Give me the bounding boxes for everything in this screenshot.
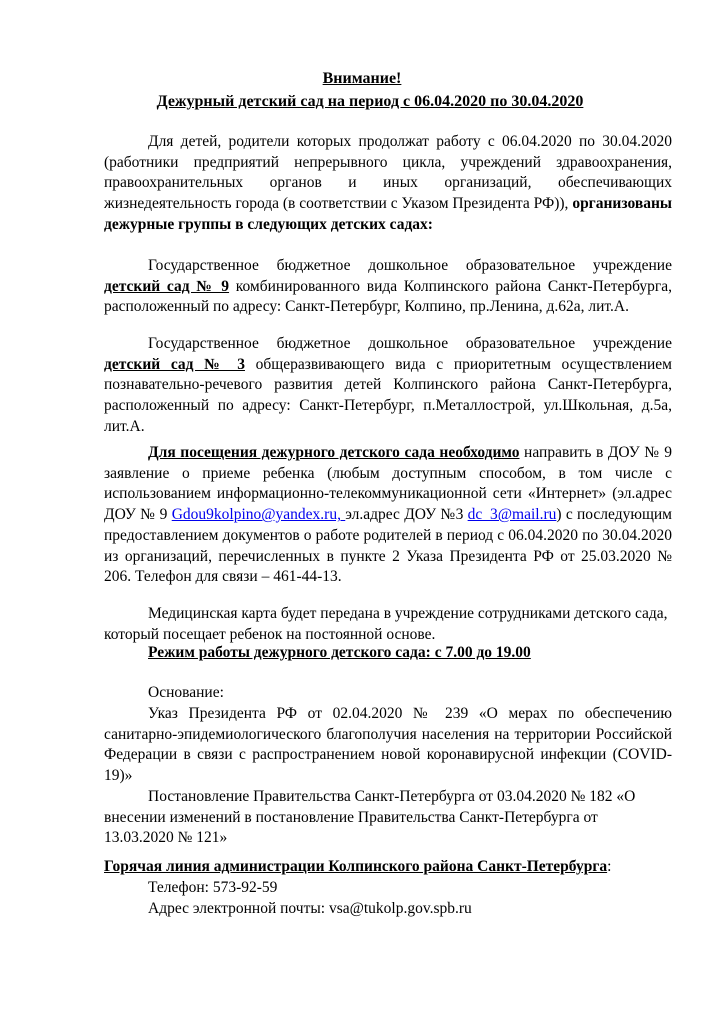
visit-paragraph — [104, 443, 672, 588]
kindergarten-9-name: детский сад № 9 — [104, 277, 230, 295]
visit-text-2: эл.адрес ДОУ №3 — [345, 506, 468, 524]
intro-bold-text: организованы дежурные группы в следующих детских садах: — [104, 195, 672, 233]
hotline-title: Горячая линия администрации Колпинского района Санкт-Петербурга — [104, 858, 608, 875]
hotline-phone: Телефон: 573-92-59 — [148, 879, 278, 896]
kindergarten-3-prefix: Государственное бюджетное дошкольное образовательное учреждение — [148, 335, 672, 352]
document-title: Дежурный детский сад на период с 06.04.2020 по 30.04.2020 — [156, 93, 584, 110]
kindergarten-3-details: общеразвивающего вида с приоритетным осуществлением познавательно-речевого развития детей Колпинского района Санкт-Петербурга, расположенный по адресу: Санкт-Петербург, п.Металлострой, ул.Школьная, д.5а, лит.А. — [104, 355, 672, 435]
notice-heading: Внимание! — [322, 70, 402, 87]
email-link-dou3[interactable]: dc_3@mail.ru — [467, 506, 557, 524]
intro-paragraph — [104, 132, 672, 236]
decree-paragraph: Указ Президента РФ от 02.04.2020 № 239 «О мерах по обеспечению санитарно-эпидемиологического благополучия населения на территории Российской Федерации в связи с распространением новой коронавирусной инфекции (COVID-19)» — [104, 705, 672, 785]
schedule-line: Режим работы дежурного детского сада: с 7.00 до 19.00 — [148, 644, 531, 661]
kindergarten-3-paragraph — [104, 334, 672, 438]
visit-text-3: ) с последующим предоставлением документов о работе родителей в период с 06.04.2020 по 30.04.2020 из организаций, перечисленных в пункте 2 Указа Президента РФ от 25.03.2020 № 206. Телефон для связи – 461-44-13. — [104, 506, 672, 586]
intro-text: Для детей, родители которых продолжат работу с 06.04.2020 по 30.04.2020 (работники предприятий непрерывного цикла, учреждений здравоохранения, правоохранительных органов и иных организаций, обеспечивающих жизнедеятельность города (в соответствии с Указом Президента РФ)), — [104, 133, 672, 213]
email-link-dou9[interactable]: Gdou9kolpino@yandex.ru, — [171, 506, 346, 524]
kindergarten-9-prefix: Государственное бюджетное дошкольное образовательное учреждение — [148, 257, 672, 274]
hotline-heading — [104, 857, 611, 878]
kindergarten-9-details: комбинированного вида Колпинского района Санкт-Петербурга, расположенный по адресу: Санкт-Петербург, Колпино, пр.Ленина, д.62а, лит.А. — [104, 277, 673, 316]
visit-text-1: направить в ДОУ № 9 заявление о приеме ребенка (любым доступным способом, в том числе с использованием информационно-телекоммуникационной сети «Интернет» (эл.адрес ДОУ № 9 — [104, 444, 672, 524]
kindergarten-9-paragraph — [104, 256, 672, 318]
resolution-paragraph: Постановление Правительства Санкт-Петербурга от 03.04.2020 № 182 «О внесении изменений в постановление Правительства Санкт-Петербурга от 13.03.2020 № 121» — [104, 788, 636, 847]
kindergarten-3-name: детский сад № 3 — [104, 355, 245, 373]
medical-card-paragraph: Медицинская карта будет передана в учреждение сотрудниками детского сада, который посещает ребенок на постоянной основе. — [104, 605, 668, 643]
hotline-colon: : — [607, 858, 612, 875]
basis-label: Основание: — [148, 684, 224, 701]
hotline-email: Адрес электронной почты: vsa@tukolp.gov.spb.ru — [148, 900, 472, 917]
visit-requirement: Для посещения дежурного детского сада необходимо — [148, 444, 520, 461]
